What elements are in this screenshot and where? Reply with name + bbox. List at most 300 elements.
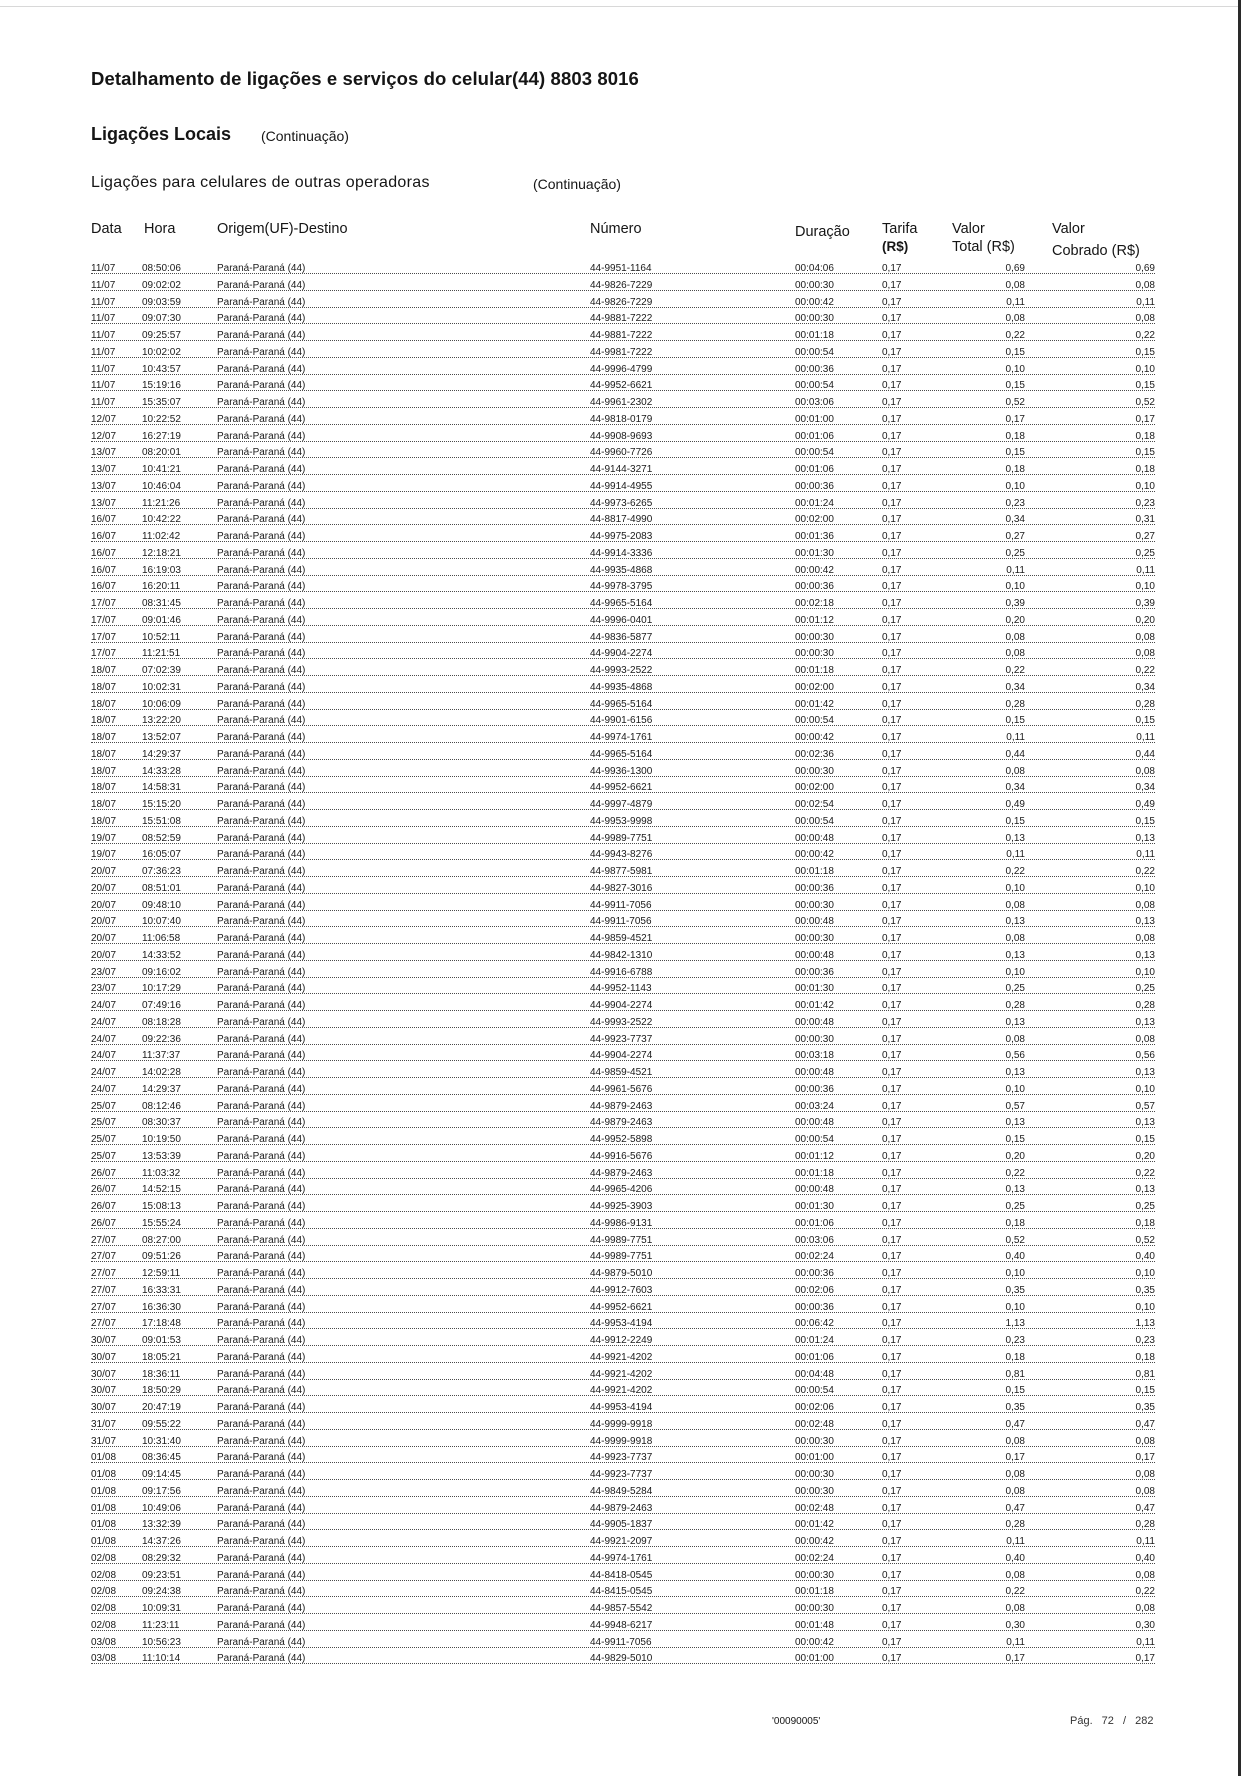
charged-value-cell: 0,34 <box>1135 782 1155 794</box>
charged-value-cell: 0,15 <box>1135 1134 1155 1145</box>
table-row <box>0 1182 1244 1199</box>
origin-destination-cell: Paraná-Paraná (44) <box>217 1000 306 1011</box>
duration-cell: 00:01:18 <box>795 665 834 676</box>
total-value-cell: 0,13 <box>1005 832 1025 844</box>
rate-cell: 0,17 <box>882 447 902 459</box>
total-value-cell: 0,15 <box>1005 1134 1025 1145</box>
date-cell: 01/08 <box>91 1536 117 1547</box>
number-cell: 44-9911-7056 <box>590 916 652 928</box>
date-cell: 17/07 <box>91 614 117 626</box>
rate-cell: 0,17 <box>882 531 902 542</box>
origin-destination-cell: Paraná-Paraná (44) <box>217 832 306 844</box>
total-value-cell: 0,11 <box>1006 1536 1025 1547</box>
duration-cell: 00:00:30 <box>795 1469 834 1480</box>
time-cell: 08:20:01 <box>142 447 181 459</box>
date-cell: 20/07 <box>91 882 117 894</box>
origin-destination-cell: Paraná-Paraná (44) <box>217 966 306 978</box>
total-value-cell: 0,15 <box>1005 447 1025 459</box>
charged-value-cell: 0,11 <box>1136 849 1155 861</box>
rate-cell: 0,17 <box>882 899 902 911</box>
charged-value-cell: 0,13 <box>1135 832 1155 844</box>
rate-cell: 0,17 <box>882 681 902 693</box>
duration-cell: 00:00:36 <box>795 1268 834 1279</box>
number-cell: 44-9989-7751 <box>590 1251 653 1263</box>
origin-destination-cell: Paraná-Paraná (44) <box>217 1083 306 1095</box>
total-value-cell: 0,18 <box>1005 1217 1025 1229</box>
rate-cell: 0,17 <box>882 1134 902 1145</box>
table-row <box>0 646 1244 663</box>
origin-destination-cell: Paraná-Paraná (44) <box>217 464 306 475</box>
origin-destination-cell: Paraná-Paraná (44) <box>217 1318 306 1330</box>
rate-cell: 0,17 <box>882 1435 902 1447</box>
total-value-cell: 0,44 <box>1005 748 1025 760</box>
rate-cell: 0,17 <box>882 832 902 844</box>
origin-destination-cell: Paraná-Paraná (44) <box>217 1117 306 1129</box>
table-row <box>0 1501 1244 1518</box>
total-value-cell: 0,25 <box>1005 1201 1025 1212</box>
time-cell: 09:22:36 <box>142 1033 181 1045</box>
total-value-cell: 0,13 <box>1005 916 1025 928</box>
duration-cell: 00:01:24 <box>795 1335 834 1346</box>
charged-value-cell: 0,40 <box>1135 1552 1155 1564</box>
rate-cell: 0,17 <box>882 1552 902 1564</box>
time-cell: 10:02:02 <box>142 346 181 358</box>
date-cell: 23/07 <box>91 983 117 995</box>
table-row <box>0 613 1244 630</box>
number-cell: 44-9904-2274 <box>590 1050 653 1062</box>
time-cell: 10:31:40 <box>142 1435 181 1447</box>
total-value-cell: 0,22 <box>1005 1586 1025 1598</box>
rate-cell: 0,17 <box>882 1402 902 1413</box>
time-cell: 15:08:13 <box>142 1201 181 1212</box>
origin-destination-cell: Paraná-Paraná (44) <box>217 430 306 442</box>
charged-value-cell: 0,22 <box>1135 1167 1155 1179</box>
duration-cell: 00:00:48 <box>795 1016 834 1028</box>
table-row <box>0 1635 1244 1652</box>
duration-cell: 00:00:42 <box>795 1636 834 1648</box>
charged-value-cell: 0,44 <box>1135 748 1155 760</box>
total-value-cell: 0,10 <box>1005 966 1025 978</box>
date-cell: 16/07 <box>91 514 117 526</box>
time-cell: 17:18:48 <box>142 1318 181 1330</box>
date-cell: 31/07 <box>91 1435 117 1447</box>
origin-destination-cell: Paraná-Paraná (44) <box>217 648 306 660</box>
date-cell: 31/07 <box>91 1418 117 1430</box>
charged-value-cell: 0,28 <box>1135 698 1155 710</box>
table-row <box>0 965 1244 982</box>
number-cell: 44-9974-1761 <box>590 1552 653 1564</box>
charged-value-cell: 0,13 <box>1135 1016 1155 1028</box>
duration-cell: 00:00:42 <box>795 296 834 308</box>
date-cell: 30/07 <box>91 1335 117 1346</box>
origin-destination-cell: Paraná-Paraná (44) <box>217 1452 306 1464</box>
table-row <box>0 747 1244 764</box>
total-value-cell: 0,08 <box>1005 279 1025 291</box>
charged-value-cell: 0,28 <box>1135 1519 1155 1531</box>
rate-cell: 0,17 <box>882 547 902 559</box>
origin-destination-cell: Paraná-Paraná (44) <box>217 547 306 559</box>
number-cell: 44-9857-5542 <box>590 1603 653 1614</box>
total-value-cell: 0,39 <box>1005 598 1025 609</box>
duration-cell: 00:02:06 <box>795 1284 834 1296</box>
number-cell: 44-9879-2463 <box>590 1167 653 1179</box>
date-cell: 20/07 <box>91 933 117 944</box>
time-cell: 14:52:15 <box>142 1184 181 1196</box>
charged-value-cell: 0,27 <box>1135 531 1155 542</box>
rate-cell: 0,17 <box>882 363 902 375</box>
duration-cell: 00:00:36 <box>795 363 834 375</box>
origin-destination-cell: Paraná-Paraná (44) <box>217 1586 306 1598</box>
date-cell: 13/07 <box>91 480 117 492</box>
number-cell: 44-9144-3271 <box>590 464 653 475</box>
date-cell: 11/07 <box>91 346 116 358</box>
origin-destination-cell: Paraná-Paraná (44) <box>217 1016 306 1028</box>
number-cell: 44-9953-4194 <box>590 1402 653 1413</box>
table-row <box>0 1484 1244 1501</box>
date-cell: 19/07 <box>91 849 117 861</box>
total-value-cell: 0,18 <box>1005 430 1025 442</box>
number-cell: 44-9912-7603 <box>590 1284 653 1296</box>
rate-cell: 0,17 <box>882 866 902 877</box>
duration-cell: 00:00:42 <box>795 1536 834 1547</box>
table-row <box>0 1417 1244 1434</box>
duration-cell: 00:02:00 <box>795 782 834 794</box>
duration-cell: 00:00:30 <box>795 899 834 911</box>
number-cell: 44-9921-4202 <box>590 1368 653 1380</box>
table-row <box>0 1266 1244 1283</box>
origin-destination-cell: Paraná-Paraná (44) <box>217 1603 306 1614</box>
total-value-cell: 0,22 <box>1005 1167 1025 1179</box>
origin-destination-cell: Paraná-Paraná (44) <box>217 263 306 274</box>
table-row <box>0 780 1244 797</box>
total-value-cell: 0,40 <box>1005 1251 1025 1263</box>
table-row <box>0 378 1244 395</box>
duration-cell: 00:01:18 <box>795 330 834 341</box>
duration-cell: 00:01:42 <box>795 1000 834 1011</box>
duration-cell: 00:00:30 <box>795 1485 834 1497</box>
origin-destination-cell: Paraná-Paraná (44) <box>217 1268 306 1279</box>
duration-cell: 00:00:30 <box>795 765 834 777</box>
rate-cell: 0,17 <box>882 1536 902 1547</box>
duration-cell: 00:01:12 <box>795 614 834 626</box>
table-row <box>0 680 1244 697</box>
duration-cell: 00:01:30 <box>795 547 834 559</box>
duration-cell: 00:02:24 <box>795 1552 834 1564</box>
number-cell: 44-9965-5164 <box>590 598 653 609</box>
duration-cell: 00:00:30 <box>795 648 834 660</box>
table-row <box>0 847 1244 864</box>
time-cell: 12:59:11 <box>142 1268 181 1279</box>
table-row <box>0 295 1244 312</box>
duration-cell: 00:02:00 <box>795 514 834 526</box>
total-value-cell: 0,15 <box>1005 815 1025 827</box>
time-cell: 07:49:16 <box>142 1000 181 1011</box>
origin-destination-cell: Paraná-Paraná (44) <box>217 849 306 861</box>
rate-cell: 0,17 <box>882 296 902 308</box>
date-cell: 18/07 <box>91 782 117 794</box>
time-cell: 08:52:59 <box>142 832 181 844</box>
date-cell: 24/07 <box>91 1067 117 1078</box>
rate-cell: 0,17 <box>882 598 902 609</box>
table-row <box>0 596 1244 613</box>
time-cell: 18:05:21 <box>142 1351 181 1363</box>
rate-cell: 0,17 <box>882 1485 902 1497</box>
rate-cell: 0,17 <box>882 1619 902 1631</box>
table-row <box>0 1065 1244 1082</box>
time-cell: 20:47:19 <box>142 1402 181 1413</box>
total-value-cell: 0,56 <box>1005 1050 1025 1062</box>
time-cell: 09:03:59 <box>142 296 181 308</box>
table-row <box>0 1434 1244 1451</box>
time-cell: 11:06:58 <box>142 933 181 944</box>
table-row <box>0 1568 1244 1585</box>
number-cell: 44-9965-4206 <box>590 1184 653 1196</box>
total-value-cell: 0,35 <box>1005 1402 1025 1413</box>
time-cell: 10:46:04 <box>142 480 181 492</box>
time-cell: 18:36:11 <box>142 1368 181 1380</box>
rate-cell: 0,17 <box>882 1217 902 1229</box>
charged-value-cell: 0,10 <box>1135 1301 1155 1313</box>
charged-value-cell: 0,47 <box>1135 1502 1155 1514</box>
number-cell: 44-9952-6621 <box>590 1301 653 1313</box>
origin-destination-cell: Paraná-Paraná (44) <box>217 866 306 877</box>
time-cell: 14:33:28 <box>142 765 181 777</box>
origin-destination-cell: Paraná-Paraná (44) <box>217 346 306 358</box>
date-cell: 26/07 <box>91 1167 117 1179</box>
table-row <box>0 1249 1244 1266</box>
rate-cell: 0,17 <box>882 430 902 442</box>
origin-destination-cell: Paraná-Paraná (44) <box>217 1435 306 1447</box>
time-cell: 08:51:01 <box>142 882 181 894</box>
charged-value-cell: 0,31 <box>1135 514 1155 526</box>
total-value-cell: 0,57 <box>1005 1100 1025 1112</box>
table-row <box>0 697 1244 714</box>
duration-cell: 00:02:48 <box>795 1502 834 1514</box>
duration-cell: 00:00:30 <box>795 1603 834 1614</box>
duration-cell: 00:01:06 <box>795 464 834 475</box>
column-header-valor-total-unit: Total (R$) <box>952 239 1015 255</box>
number-cell: 44-9916-5676 <box>590 1150 653 1162</box>
charged-value-cell: 0,08 <box>1135 1033 1155 1045</box>
duration-cell: 00:01:18 <box>795 866 834 877</box>
rate-cell: 0,17 <box>882 1469 902 1480</box>
total-value-cell: 0,34 <box>1005 681 1025 693</box>
rate-cell: 0,17 <box>882 849 902 861</box>
number-cell: 44-9818-0179 <box>590 413 653 425</box>
origin-destination-cell: Paraná-Paraná (44) <box>217 715 306 727</box>
duration-cell: 00:00:30 <box>795 279 834 291</box>
page-number: Pág. 72 / 282 <box>1070 1715 1154 1727</box>
charged-value-cell: 0,17 <box>1135 413 1155 425</box>
column-header-valor-cobrado: Valor <box>1052 221 1085 237</box>
date-cell: 20/07 <box>91 899 117 911</box>
table-row <box>0 311 1244 328</box>
date-cell: 01/08 <box>91 1452 117 1464</box>
rate-cell: 0,17 <box>882 765 902 777</box>
rate-cell: 0,17 <box>882 279 902 291</box>
charged-value-cell: 0,81 <box>1135 1368 1155 1380</box>
date-cell: 18/07 <box>91 732 117 743</box>
charged-value-cell: 0,10 <box>1135 480 1155 492</box>
date-cell: 13/07 <box>91 464 117 475</box>
table-row <box>0 764 1244 781</box>
duration-cell: 00:00:48 <box>795 1067 834 1078</box>
number-cell: 44-9827-3016 <box>590 882 653 894</box>
duration-cell: 00:02:00 <box>795 681 834 693</box>
table-row <box>0 797 1244 814</box>
origin-destination-cell: Paraná-Paraná (44) <box>217 748 306 760</box>
total-value-cell: 0,15 <box>1005 346 1025 358</box>
total-value-cell: 0,22 <box>1005 665 1025 676</box>
rate-cell: 0,17 <box>882 313 902 325</box>
table-row <box>0 981 1244 998</box>
number-cell: 44-9923-7737 <box>590 1033 653 1045</box>
time-cell: 10:42:22 <box>142 514 181 526</box>
date-cell: 30/07 <box>91 1351 117 1363</box>
rate-cell: 0,17 <box>882 1234 902 1246</box>
origin-destination-cell: Paraná-Paraná (44) <box>217 1134 306 1145</box>
origin-destination-cell: Paraná-Paraná (44) <box>217 1100 306 1112</box>
total-value-cell: 0,13 <box>1005 1184 1025 1196</box>
total-value-cell: 0,17 <box>1005 1452 1025 1464</box>
table-row <box>0 1601 1244 1618</box>
number-cell: 44-9952-6621 <box>590 380 653 392</box>
origin-destination-cell: Paraná-Paraná (44) <box>217 313 306 325</box>
duration-cell: 00:01:24 <box>795 497 834 509</box>
number-cell: 44-9925-3903 <box>590 1201 653 1212</box>
rate-cell: 0,17 <box>882 480 902 492</box>
time-cell: 13:32:39 <box>142 1519 181 1531</box>
table-row <box>0 496 1244 513</box>
total-value-cell: 0,22 <box>1005 866 1025 877</box>
charged-value-cell: 0,20 <box>1135 1150 1155 1162</box>
charged-value-cell: 0,20 <box>1135 614 1155 626</box>
charged-value-cell: 0,10 <box>1135 1268 1155 1279</box>
table-row <box>0 1651 1244 1668</box>
origin-destination-cell: Paraná-Paraná (44) <box>217 614 306 626</box>
number-cell: 44-9999-9918 <box>590 1435 653 1447</box>
number-cell: 44-9989-7751 <box>590 832 653 844</box>
table-row <box>0 345 1244 362</box>
rate-cell: 0,17 <box>882 397 902 408</box>
number-cell: 44-8817-4990 <box>590 514 653 526</box>
charged-value-cell: 0,69 <box>1135 263 1155 274</box>
duration-cell: 00:02:48 <box>795 1418 834 1430</box>
charged-value-cell: 0,47 <box>1135 1418 1155 1430</box>
number-cell: 44-9905-1837 <box>590 1519 653 1531</box>
rate-cell: 0,17 <box>882 1100 902 1112</box>
date-cell: 12/07 <box>91 413 117 425</box>
total-value-cell: 0,08 <box>1005 1469 1025 1480</box>
origin-destination-cell: Paraná-Paraná (44) <box>217 1251 306 1263</box>
duration-cell: 00:00:30 <box>795 933 834 944</box>
time-cell: 07:36:23 <box>142 866 181 877</box>
rate-cell: 0,17 <box>882 748 902 760</box>
rate-cell: 0,17 <box>882 263 902 274</box>
number-cell: 44-9829-5010 <box>590 1653 653 1665</box>
charged-value-cell: 0,17 <box>1135 1452 1155 1464</box>
table-row <box>0 1316 1244 1333</box>
number-cell: 44-9859-4521 <box>590 933 653 944</box>
table-row <box>0 1584 1244 1601</box>
number-cell: 44-9879-5010 <box>590 1268 653 1279</box>
date-cell: 25/07 <box>91 1134 117 1145</box>
table-row <box>0 563 1244 580</box>
table-row <box>0 998 1244 1015</box>
total-value-cell: 0,18 <box>1005 1351 1025 1363</box>
table-row <box>0 1333 1244 1350</box>
date-cell: 11/07 <box>91 263 116 274</box>
origin-destination-cell: Paraná-Paraná (44) <box>217 1536 306 1547</box>
total-value-cell: 0,10 <box>1005 1268 1025 1279</box>
time-cell: 09:24:38 <box>142 1586 181 1598</box>
rate-cell: 0,17 <box>882 564 902 576</box>
charged-value-cell: 0,11 <box>1136 732 1155 743</box>
date-cell: 11/07 <box>91 296 116 308</box>
date-cell: 27/07 <box>91 1234 117 1246</box>
rate-cell: 0,17 <box>882 1067 902 1078</box>
rate-cell: 0,17 <box>882 514 902 526</box>
origin-destination-cell: Paraná-Paraná (44) <box>217 1469 306 1480</box>
number-cell: 44-8418-0545 <box>590 1569 653 1581</box>
duration-cell: 00:04:06 <box>795 263 834 274</box>
origin-destination-cell: Paraná-Paraná (44) <box>217 983 306 995</box>
total-value-cell: 0,20 <box>1005 614 1025 626</box>
number-cell: 44-9997-4879 <box>590 799 653 810</box>
charged-value-cell: 0,56 <box>1135 1050 1155 1062</box>
number-cell: 44-9914-3336 <box>590 547 653 559</box>
rate-cell: 0,17 <box>882 1351 902 1363</box>
charged-value-cell: 0,52 <box>1135 397 1155 408</box>
number-cell: 44-9911-7056 <box>590 899 652 911</box>
column-header-hora: Hora <box>144 221 176 237</box>
table-row <box>0 1517 1244 1534</box>
charged-value-cell: 0,22 <box>1135 330 1155 341</box>
rate-cell: 0,17 <box>882 1251 902 1263</box>
number-cell: 44-9881-7222 <box>590 330 653 341</box>
charged-value-cell: 0,08 <box>1135 765 1155 777</box>
charged-value-cell: 0,40 <box>1135 1251 1155 1263</box>
time-cell: 14:33:52 <box>142 949 181 961</box>
time-cell: 10:43:57 <box>142 363 181 375</box>
rate-cell: 0,17 <box>882 665 902 676</box>
duration-cell: 00:01:12 <box>795 1150 834 1162</box>
charged-value-cell: 0,11 <box>1136 564 1155 576</box>
duration-cell: 00:01:00 <box>795 1452 834 1464</box>
number-cell: 44-9881-7222 <box>590 313 653 325</box>
column-header-origem: Origem(UF)-Destino <box>217 221 348 237</box>
duration-cell: 00:01:06 <box>795 430 834 442</box>
rate-cell: 0,17 <box>882 1050 902 1062</box>
duration-cell: 00:00:54 <box>795 1134 834 1145</box>
duration-cell: 00:00:54 <box>795 380 834 392</box>
rate-cell: 0,17 <box>882 581 902 593</box>
time-cell: 16:20:11 <box>142 581 181 593</box>
table-row <box>0 512 1244 529</box>
origin-destination-cell: Paraná-Paraná (44) <box>217 497 306 509</box>
origin-destination-cell: Paraná-Paraná (44) <box>217 1033 306 1045</box>
table-row <box>0 630 1244 647</box>
duration-cell: 00:03:06 <box>795 397 834 408</box>
total-value-cell: 0,11 <box>1006 849 1025 861</box>
duration-cell: 00:02:36 <box>795 748 834 760</box>
origin-destination-cell: Paraná-Paraná (44) <box>217 1351 306 1363</box>
origin-destination-cell: Paraná-Paraná (44) <box>217 1150 306 1162</box>
charged-value-cell: 0,08 <box>1135 1435 1155 1447</box>
table-row <box>0 278 1244 295</box>
origin-destination-cell: Paraná-Paraná (44) <box>217 1201 306 1212</box>
table-row <box>0 713 1244 730</box>
